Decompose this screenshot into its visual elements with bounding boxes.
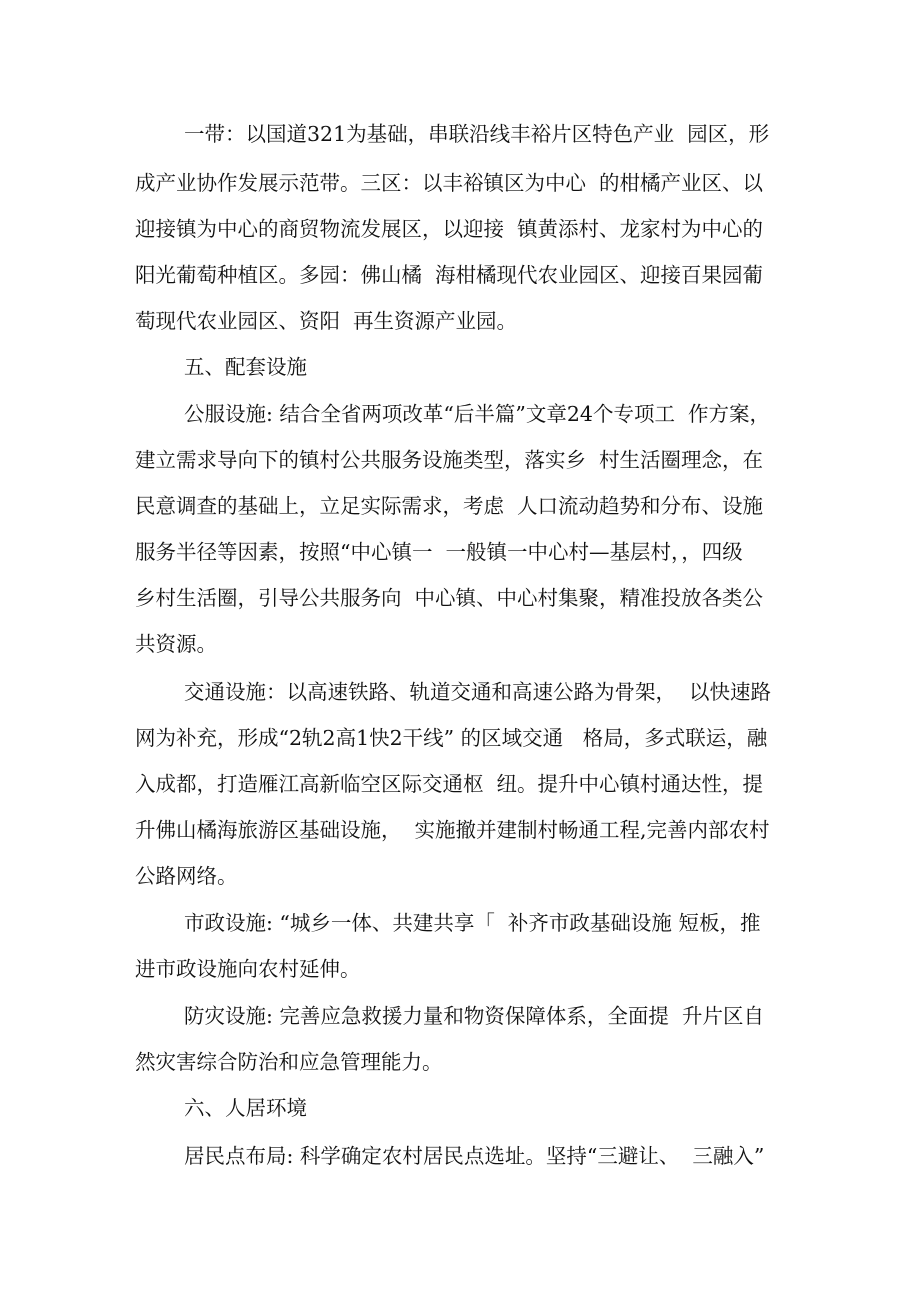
line-text: 升佛山橘海旅游区基础设施， 实施撤并建制村畅通工程,完善内部农村 [135,818,770,842]
text-line [0,440,920,480]
text-line [0,624,920,664]
text-line [0,996,920,1036]
text-line [0,301,920,341]
text-line [0,672,920,712]
line-text: 服务半径等因素，按照“中心镇一 一般镇一中心村—基层村，，四级 [135,540,743,564]
text-line [0,532,920,572]
line-text: 民意调查的基础上，立足实际需求，考虑 人口流动趋势和分布、设施 [135,494,764,518]
text-line [0,764,920,804]
line-text: 网为补充，形成“2轨2高1快2干线” 的区域交通 格局，多式联运，融 [135,726,768,750]
section-heading-text: 五、配套设施 [184,355,307,379]
line-text: 共资源。 [135,632,217,656]
line-text: 居民点布局: 科学确定农村居民点选址。坚持“三避让、 三融入” [184,1144,765,1168]
text-line [0,949,920,989]
section-heading [0,1088,920,1128]
text-line [0,209,920,249]
line-text: 一带：以国道321为基础，串联沿线丰裕片区特色产业 园区，形 [184,122,770,146]
text-line [0,810,920,850]
text-line [0,856,920,896]
text-line [0,114,920,154]
line-text: 防灾设施: 完善应急救援力量和物资保障体系，全面提 升片区自 [184,1004,764,1028]
line-text: 阳光葡萄种植区。多园：佛山橘 海柑橘现代农业园区、迎接百果园葡 [135,263,764,287]
line-text: 公路网络。 [135,864,238,888]
line-text: 公服设施: 结合全省两项改革“后半篇”文章24个专项工 作方案， [184,402,771,426]
line-text: 成产业协作发展示范带。三区：以丰裕镇区为中心 的柑橘产业区、以 [135,171,764,195]
text-line [0,1042,920,1082]
text-line [0,486,920,526]
section-heading [0,347,920,387]
line-text: 然灾害综合防治和应急管理能力。 [135,1050,443,1074]
text-line [0,903,920,943]
line-text: 市政设施: “城乡一体、共建共享「 补齐市政基础设施 短板，推 [184,911,761,935]
line-text: 乡村生活圈，引导公共服务向 中心镇、中心村集聚，精准投放各类公 [135,586,764,610]
line-text: 入成都，打造雁江高新临空区际交通枢 纽。提升中心镇村通达性，提 [135,772,764,796]
line-text: 萄现代农业园区、资阳 再生资源产业园。 [135,309,518,333]
line-text: 迎接镇为中心的商贸物流发展区，以迎接 镇黄添村、龙家村为中心的 [135,217,764,241]
text-line [0,255,920,295]
text-line [0,578,920,618]
line-text: 交通设施：以高速铁路、轨道交通和高速公路为骨架， 以快速路 [184,680,772,704]
line-text: 建立需求导向下的镇村公共服务设施类型，落实乡 村生活圈理念，在 [135,448,764,472]
section-heading-text: 六、人居环境 [184,1096,307,1120]
text-line [0,1136,920,1176]
text-line [0,394,920,434]
text-line [0,718,920,758]
line-text: 进市政设施向农村延伸。 [135,957,361,981]
text-line [0,163,920,203]
